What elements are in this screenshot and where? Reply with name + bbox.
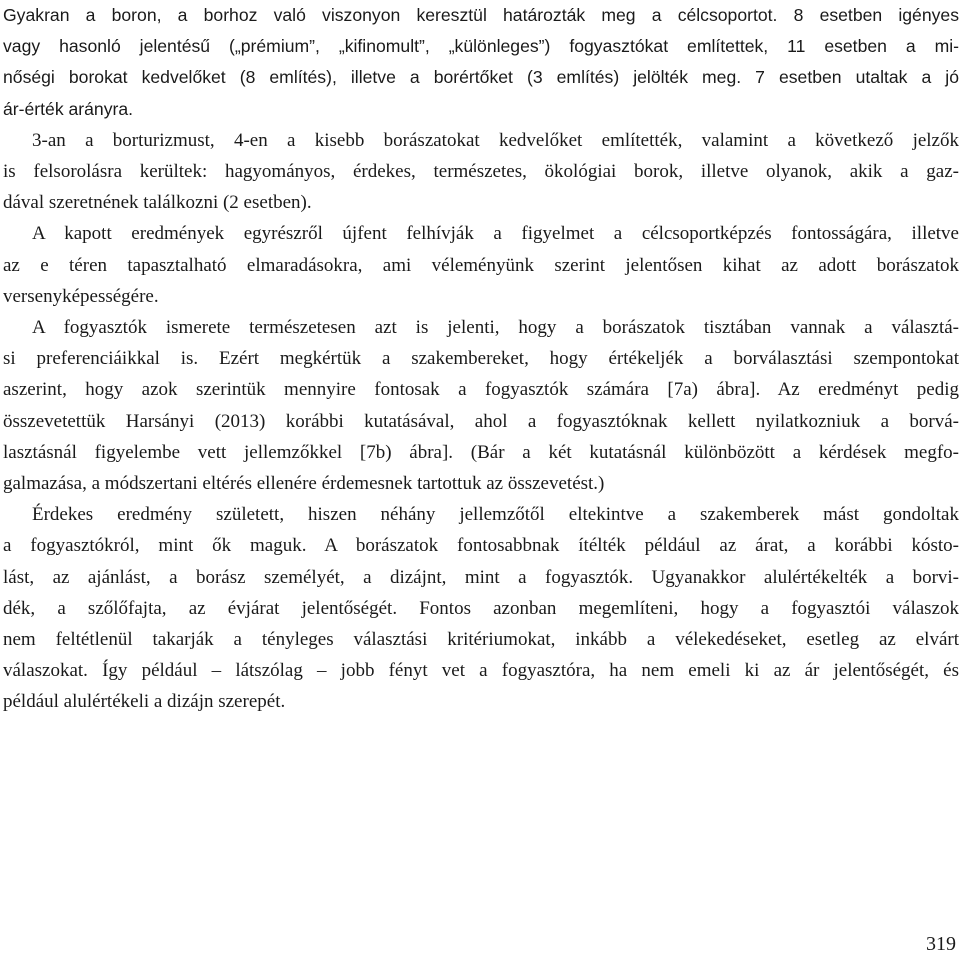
text-line: 3-an a borturizmust, 4-en a kisebb borászatokat kedvelőket említették, valamint a következő jelzők <box>32 129 959 151</box>
text-line: versenyképességére. <box>3 285 159 307</box>
text-line: lasztásnál figyelembe vett jellemzőkkel [7b) ábra]. (Bár a két kutatásnál különbözött a kérdések megfo- <box>3 441 959 463</box>
paragraph-consumer-knowledge <box>3 312 959 499</box>
text-line: például alulértékeli a dizájn szerepét. <box>3 691 286 713</box>
text-line: galmazása, a módszertani eltérés ellenére érdemesnek tartottuk az összevetést.) <box>3 473 605 495</box>
text-line: nőségi borokat kedvelőket (8 említés), illetve a borértőket (3 említés) jelölték meg. 7 esetben utaltak a jó <box>3 67 959 88</box>
text-line: Érdekes eredmény született, hiszen néhány jellemzőtől eltekintve a szakemberek mást gondoltak <box>32 504 959 526</box>
text-line: is felsorolásra kerültek: hagyományos, érdekes, természetes, ökológiai borok, illetve olyanok, akik a gaz- <box>3 161 959 183</box>
text-line: A fogyasztók ismerete természetesen azt is jelenti, hogy a borászatok tisztában vannak a választá- <box>32 317 959 339</box>
text-line: A kapott eredmények egyrészről újfent felhívják a figyelmet a célcsoportképzés fontosságára, illetve <box>32 223 959 245</box>
text-line: si preferenciáikkal is. Ezért megkértük a szakembereket, hogy értékeljék a borválasztási szempontokat <box>3 348 959 370</box>
text-line: Gyakran a boron, a borhoz való viszonyon keresztül határozták meg a célcsoportot. 8 esetben igényes <box>3 5 959 25</box>
text-line: vagy hasonló jelentésű („prémium”, „kifinomult”, „különleges”) fogyasztókat említettek, 11 esetben a mi- <box>3 36 959 57</box>
text-line: nem feltétlenül takarják a tényleges választási kritériumokat, inkább a vélekedéseket, esetleg az elvárt <box>3 629 959 651</box>
paragraph-target-group <box>3 0 959 125</box>
paragraph-interesting-result <box>3 499 959 717</box>
page-number: 319 <box>926 933 956 955</box>
text-line: dék, a szőlőfajta, az évjárat jelentőségét. Fontos azonban megemlíteni, hogy a fogyasztói válaszok <box>3 597 959 619</box>
text-line: a fogyasztókról, mint ők maguk. A borászatok fontosabbnak ítélték például az árat, a korábbi kósto- <box>3 535 959 557</box>
text-line: ár-érték arányra. <box>3 98 134 119</box>
text-line: az e téren tapasztalható elmaradásokra, ami véleményünk szerint jelentősen kihat az adott borászatok <box>3 254 959 276</box>
text-line: lást, az ajánlást, a borász személyét, a dizájnt, mint a fogyasztók. Ugyanakkor alulértékelték a borvi- <box>3 566 959 588</box>
paragraph-wine-tourism <box>3 125 959 219</box>
text-line: aszerint, hogy azok szerintük mennyire fontosak a fogyasztók számára [7a) ábra]. Az eredményt pedig <box>3 379 959 401</box>
paragraph-results <box>3 218 959 312</box>
text-line: dával szeretnének találkozni (2 esetben). <box>3 192 312 214</box>
document-page <box>3 0 959 718</box>
text-line: válaszokat. Így például – látszólag – jobb fényt vet a fogyasztóra, ha nem emeli ki az ár jelentőségét, és <box>3 660 959 682</box>
text-line: összevetettük Harsányi (2013) korábbi kutatásával, ahol a fogyasztóknak kellett nyilatkozniuk a borvá- <box>3 410 959 432</box>
